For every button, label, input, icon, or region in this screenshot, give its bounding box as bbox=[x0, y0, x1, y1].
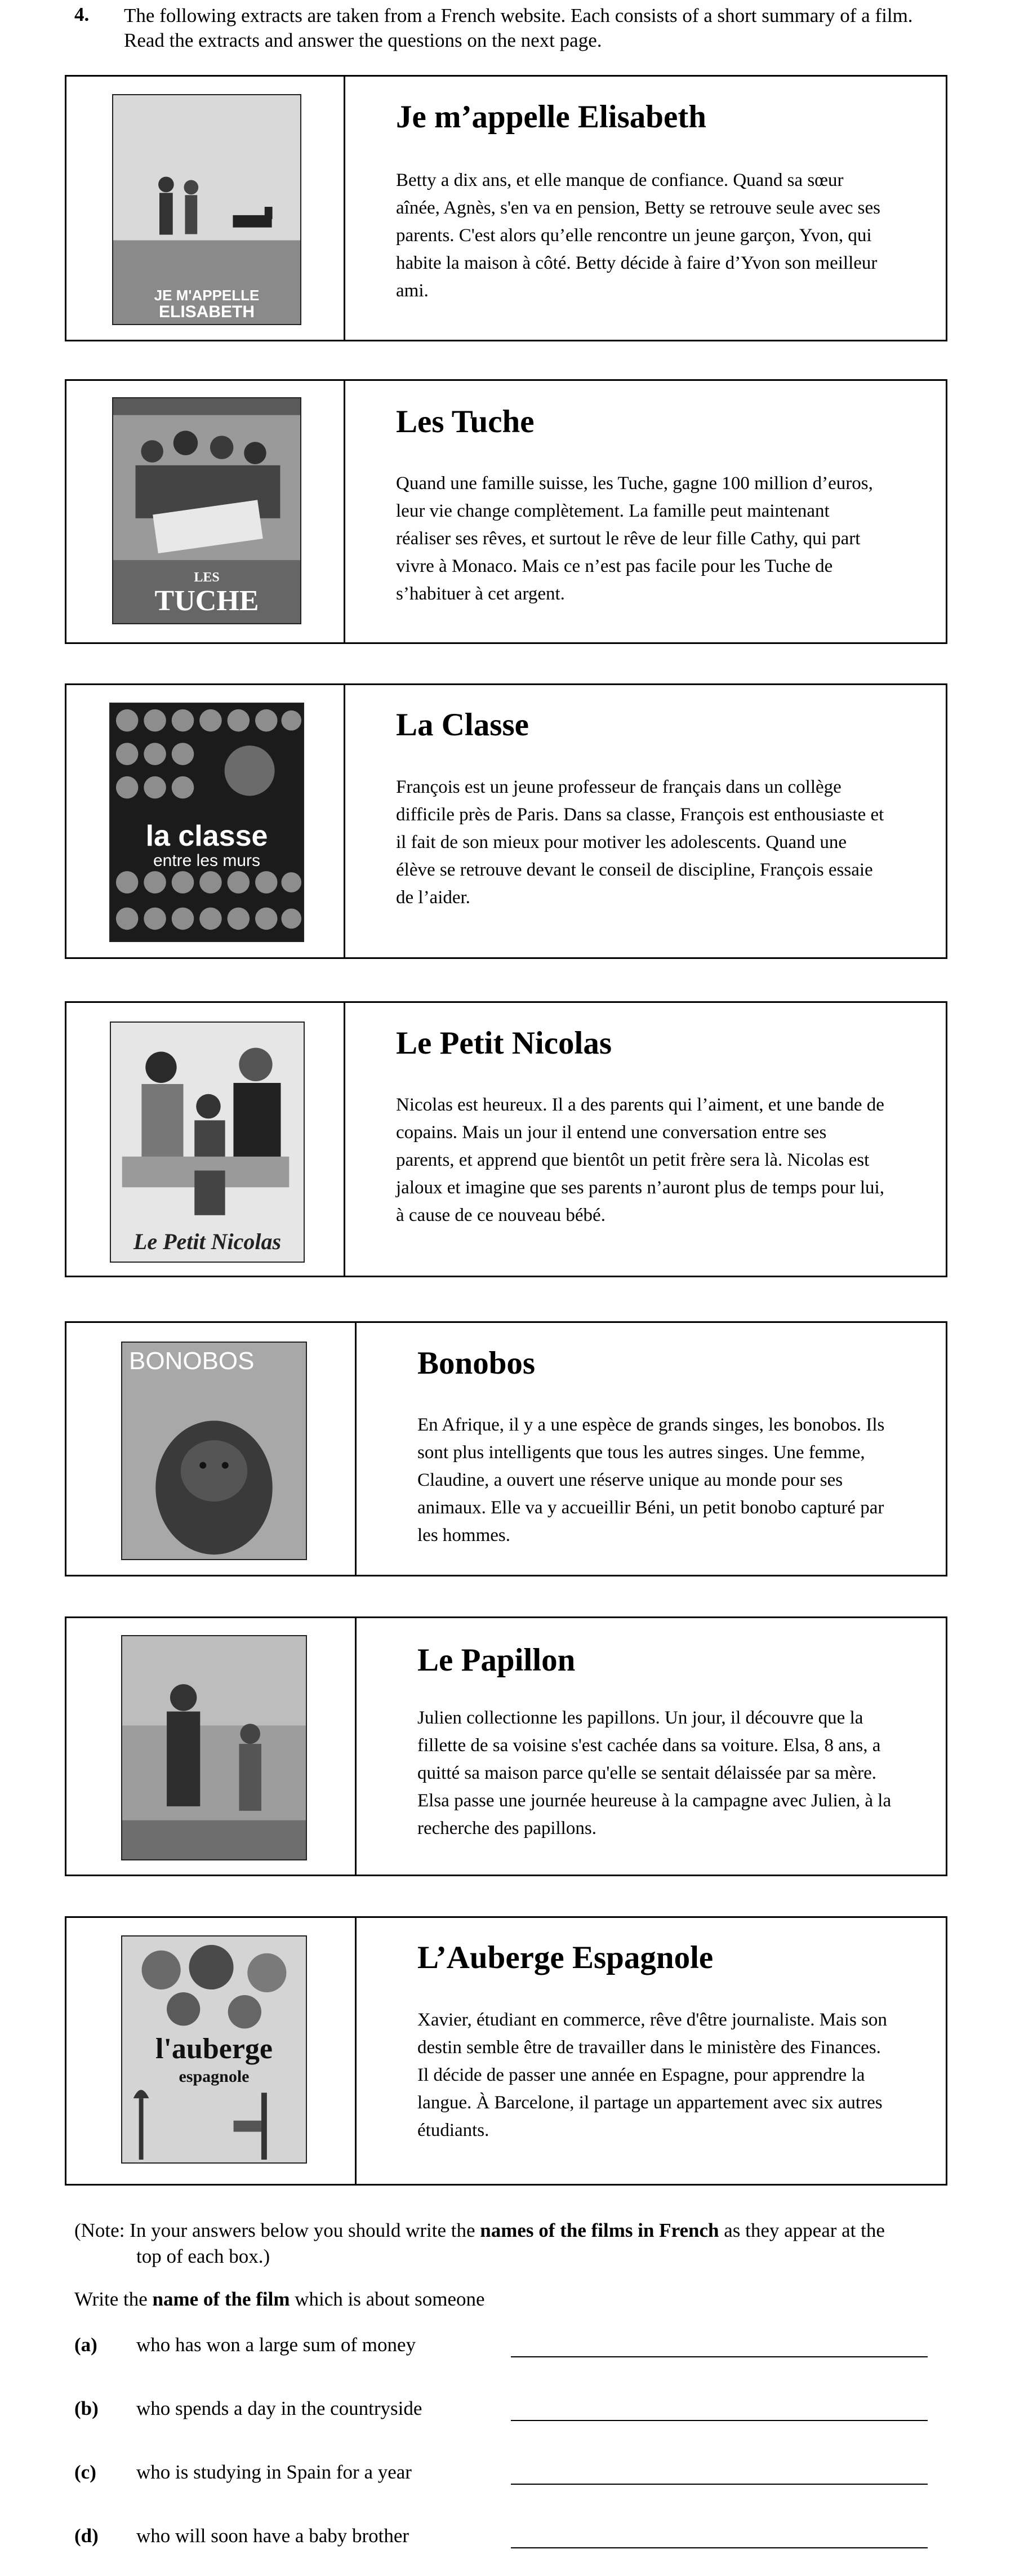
film-summary: En Afrique, il y a une espèce de grands singes, les bonobos. Ils sont plus intelligents que tous les autres singes. Une femme, Claudine, a ouvert une réserve unique au monde pour ses animaux. Elle va y accueillir Béni, un petit bonobo capturé par les hommes. bbox=[417, 1415, 885, 1545]
film-box-la-classe bbox=[65, 683, 947, 959]
film-summary: Julien collectionne les papillons. Un jour, il découvre que la fillette de sa voisine s'est cachée dans sa voiture. Elsa, 8 ans, a quitté sa maison parce qu'elle se sentait délaissée par sa mère. Elsa passe une journée heureuse à la campagne avec Julien, à la recherche des papillons. bbox=[417, 1708, 892, 1838]
film-title: L’Auberge Espagnole bbox=[417, 1940, 714, 1975]
poster-auberge-espagnole bbox=[121, 1935, 307, 2164]
question-row-d bbox=[74, 2525, 953, 2553]
write-prompt bbox=[74, 2288, 485, 2311]
note-text: as they appear at the bbox=[719, 2219, 885, 2241]
poster-text-line: l'auberge bbox=[155, 2033, 273, 2065]
film-summary: Nicolas est heureux. Il a des parents qui l’aiment, et une bande de copains. Mais un jour il entend une conversation entre ses parents, et apprend que bientôt un petit frère sera là. Nicolas est jaloux et imagine que ses parents n’auront plus de temps pour lui, à cause de ce nouveau bébé. bbox=[396, 1095, 884, 1225]
film-summary: Quand une famille suisse, les Tuche, gagne 100 million d’euros, leur vie change complètement. La famille peut maintenant réaliser ses rêves, et surtout le rêve de leur fille Cathy, qui part vivre à Monaco. Mais ce n’est pas facile pour les Tuche de s’habituer à cet argent. bbox=[396, 473, 873, 604]
poster-elisabeth bbox=[112, 94, 301, 325]
film-title: Je m’appelle Elisabeth bbox=[396, 99, 706, 135]
note-text: top of each box.) bbox=[136, 2245, 270, 2267]
question-number: 4. bbox=[74, 3, 90, 25]
prompt-text: Write the bbox=[74, 2288, 153, 2310]
poster-cell bbox=[66, 77, 345, 340]
poster-cell bbox=[66, 1918, 357, 2184]
poster-text-line: la classe bbox=[145, 820, 268, 852]
poster-text-line: ELISABETH bbox=[158, 303, 255, 321]
question-label: (b) bbox=[74, 2397, 99, 2419]
poster-text-line: TUCHE bbox=[154, 585, 259, 617]
film-box-bonobos bbox=[65, 1321, 947, 1576]
question-label: (c) bbox=[74, 2461, 96, 2483]
film-title: La Classe bbox=[396, 707, 529, 743]
poster-le-petit-nicolas-image bbox=[111, 1023, 304, 1262]
question-text: who has won a large sum of money bbox=[136, 2334, 416, 2356]
film-box-le-petit-nicolas bbox=[65, 1001, 947, 1277]
answer-note bbox=[74, 2218, 953, 2269]
poster-cell bbox=[66, 1003, 345, 1276]
poster-les-tuche bbox=[112, 397, 301, 624]
film-summary: Xavier, étudiant en commerce, rêve d'être journaliste. Mais son destin semble être de travailler dans le ministère des Finances. Il décide de passer une année en Espagne, pour apprendre la langue. À Barcelone, il partage un appartement avec six autres étudiants. bbox=[417, 2010, 887, 2140]
film-title: Le Papillon bbox=[417, 1642, 576, 1678]
poster-text-line: JE M'APPELLE bbox=[154, 287, 260, 304]
film-title: Le Petit Nicolas bbox=[396, 1025, 612, 1061]
film-text-cell bbox=[345, 1003, 946, 1276]
question-label: (a) bbox=[74, 2334, 97, 2356]
poster-bonobos bbox=[121, 1342, 307, 1560]
poster-le-petit-nicolas bbox=[110, 1021, 305, 1263]
film-box-le-papillon bbox=[65, 1616, 947, 1876]
question-label: (d) bbox=[74, 2525, 99, 2547]
poster-text-line: Le Petit Nicolas bbox=[133, 1229, 282, 1254]
poster-le-papillon-image bbox=[122, 1636, 306, 1859]
film-title: Bonobos bbox=[417, 1345, 536, 1381]
film-box-elisabeth bbox=[65, 75, 947, 341]
film-text-cell bbox=[357, 1618, 946, 1875]
question-text: who is studying in Spain for a year bbox=[136, 2461, 412, 2483]
film-text-cell bbox=[345, 77, 946, 340]
poster-text-line: espagnole bbox=[179, 2067, 250, 2086]
film-text-cell bbox=[357, 1918, 946, 2184]
question-intro: The following extracts are taken from a French website. Each consists of a short summary of a film. Read the extracts and answer the questions on the next page. bbox=[124, 5, 913, 51]
poster-cell bbox=[66, 381, 345, 642]
film-box-les-tuche bbox=[65, 379, 947, 644]
film-summary: Betty a dix ans, et elle manque de confiance. Quand sa sœur aînée, Agnès, s'en va en pension, Betty se retrouve seule avec ses parents. C'est alors qu’elle rencontre un jeune garçon, Yvon, qui habite la maison à côté. Betty décide à faire d’Yvon son meilleur ami. bbox=[396, 170, 880, 301]
film-text-cell bbox=[345, 685, 946, 957]
prompt-text: which is about someone bbox=[290, 2288, 485, 2310]
question-text: who spends a day in the countryside bbox=[136, 2397, 422, 2419]
poster-le-papillon bbox=[121, 1635, 307, 1860]
question-row-a bbox=[74, 2334, 953, 2362]
question-row-b bbox=[74, 2397, 953, 2426]
poster-la-classe bbox=[109, 703, 304, 942]
prompt-emphasis: name of the film bbox=[152, 2288, 290, 2310]
question-row-c bbox=[74, 2461, 953, 2489]
film-summary: François est un jeune professeur de français dans un collège difficile près de Paris. Dans sa classe, François est enthousiaste et il fait de son mieux pour motiver les adolescents. Quand une élève se retrouve devant le conseil de discipline, François essaie de l’aider. bbox=[396, 777, 884, 908]
question-text: who will soon have a baby brother bbox=[136, 2525, 409, 2547]
poster-text-line: BONOBOS bbox=[129, 1347, 255, 1375]
poster-cell bbox=[66, 1618, 357, 1875]
note-emphasis: names of the films in French bbox=[480, 2219, 719, 2241]
answer-line[interactable] bbox=[511, 2484, 928, 2485]
answer-line[interactable] bbox=[511, 2547, 928, 2548]
poster-text-line: LES bbox=[194, 570, 220, 585]
poster-cell bbox=[66, 685, 345, 957]
answer-line[interactable] bbox=[511, 2420, 928, 2421]
film-text-cell bbox=[345, 381, 946, 642]
poster-text-line: entre les murs bbox=[153, 851, 261, 870]
note-text: (Note: In your answers below you should write the bbox=[74, 2219, 480, 2241]
film-text-cell bbox=[357, 1323, 946, 1575]
answer-line[interactable] bbox=[511, 2356, 928, 2357]
film-title: Les Tuche bbox=[396, 404, 535, 439]
poster-cell bbox=[66, 1323, 357, 1575]
film-box-auberge-espagnole bbox=[65, 1916, 947, 2186]
